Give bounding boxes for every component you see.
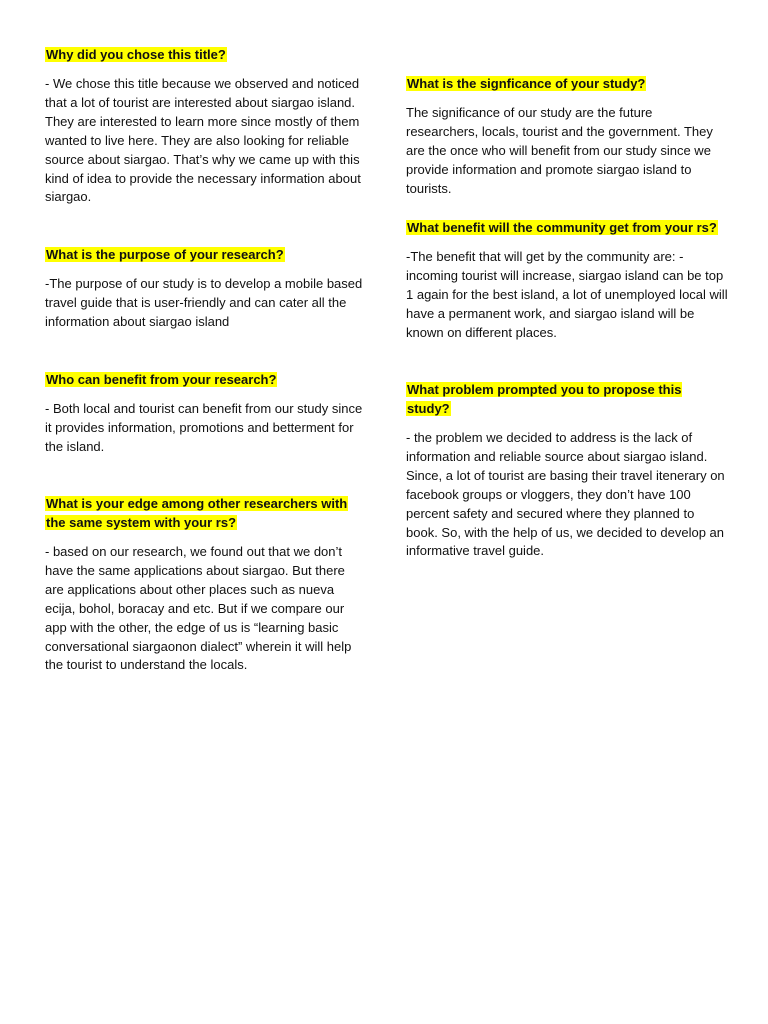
- qa-block-edge: [45, 494, 365, 675]
- question-heading: What problem prompted you to propose this study?: [407, 382, 682, 416]
- answer-paragraph: - Both local and tourist can benefit from our study since it provides information, promotions and betterment for the island.: [45, 401, 363, 454]
- answer-paragraph: The significance of our study are the future researchers, locals, tourist and the government. They are the once who will benefit from our study since we provide information and promote siargao island to tourists.: [406, 105, 713, 196]
- qa-block-beneficiaries: [45, 370, 365, 457]
- question-heading: What benefit will the community get from your rs?: [407, 220, 717, 235]
- question-heading: Why did you chose this title?: [46, 47, 226, 62]
- question-heading: What is your edge among other researchers with the same system with your rs?: [46, 496, 348, 530]
- qa-block-significance: [406, 74, 728, 199]
- qa-block-problem: [406, 380, 728, 561]
- qa-block-community-benefit: [406, 218, 728, 343]
- qa-block-title: [45, 45, 365, 207]
- question-heading: What is the signficance of your study?: [407, 76, 646, 91]
- qa-block-purpose: [45, 245, 365, 332]
- answer-paragraph: - the problem we decided to address is the lack of information and reliable source about siargao island. Since, a lot of tourist are basing their travel itenerary on facebook groups or vloggers, they don’t have 100 percent safety and secured where they planned to book. So, with the help of us, we decided to develop an informative travel guide.: [406, 430, 725, 559]
- answer-paragraph: -The purpose of our study is to develop a mobile based travel guide that is user-friendly and can cater all the information about siargao island: [45, 276, 363, 329]
- question-heading: What is the purpose of your research?: [46, 247, 284, 262]
- answer-paragraph: - We chose this title because we observed and noticed that a lot of tourist are interested about siargao island. They are interested to learn more since mostly of them wanted to live here. They are also looking for reliable source about siargao. That’s why we came up with this kind of idea to provide the necessary information about siargao.: [45, 76, 361, 205]
- question-heading: Who can benefit from your research?: [46, 372, 277, 387]
- answer-paragraph: - based on our research, we found out that we don’t have the same applications about siargao. But there are applications about other places such as nueva ecija, bohol, boracay and etc. But if we compare our app with the other, the edge of us is “learning basic conversational siargaonon dialect” wherein it will help the tourist to understand the locals.: [45, 544, 352, 673]
- answer-paragraph: -The benefit that will get by the community are: - incoming tourist will increase, siargao island can be top 1 again for the best island, a lot of unemployed local will have a permanent work, and siargao island will be known on different places.: [406, 249, 728, 340]
